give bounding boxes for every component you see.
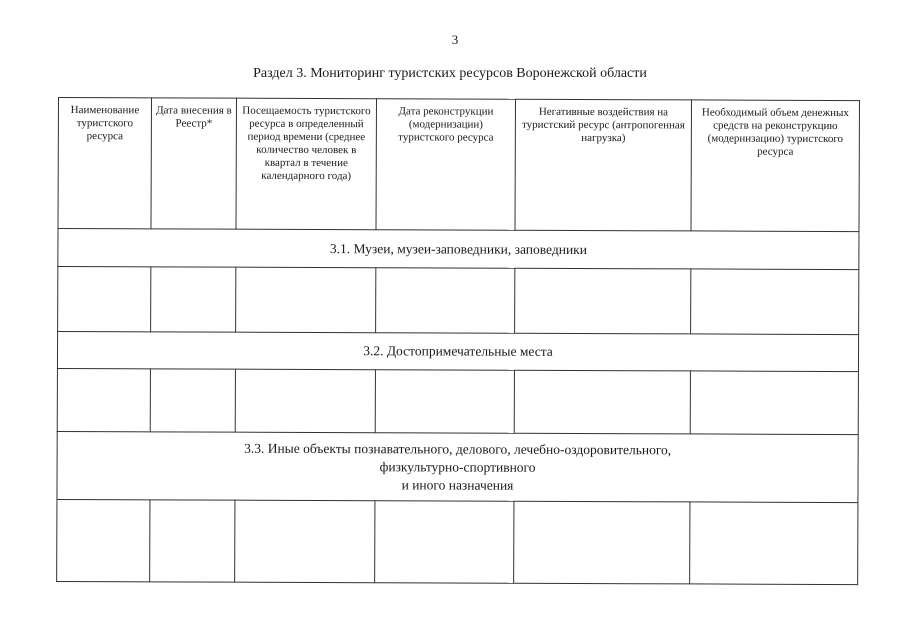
table-cell[interactable] [514,370,690,434]
header-required-funds: Необходимый объем денежных средств на реконструкцию (модернизацию) туристского ресурса [691,100,860,232]
table-cell[interactable] [235,369,375,433]
header-registry-date: Дата внесения в Реестр* [151,98,237,229]
table-cell[interactable] [514,501,690,584]
section-heading-museums [58,229,859,270]
section-row-other-objects [57,431,858,502]
section-title: Раздел 3. Мониторинг туристских ресурсов Воронежской области [253,66,647,81]
monitoring-table [56,97,860,585]
header-negative-impact: Негативные воздействия на туристский ресурс (антропогенная нагрузка) [515,99,692,231]
monitoring-table-wrapper [56,97,859,584]
page-number: 3 [451,32,459,47]
table-row [57,368,858,434]
table-cell[interactable] [515,268,691,334]
section-heading-line: и иного назначения [401,476,514,493]
section-row-museums [58,229,859,270]
section-heading-landmarks [57,332,858,372]
table-cell[interactable] [150,369,235,432]
table-cell[interactable] [57,368,150,431]
section-row-landmarks [57,332,858,372]
table-cell[interactable] [375,370,514,434]
table-row [58,267,859,335]
table-cell[interactable] [690,502,858,585]
header-attendance: Посещаемость туристского ресурса в определенный период времени (среднее количество человек в квартал в течение календарного года) [236,98,377,230]
header-reconstruction-date: Дата реконструкции (модернизации) туристского ресурса [376,99,516,231]
table-cell[interactable] [690,371,858,435]
section-heading-other-objects [57,431,858,502]
header-resource-name: Наименование туристского ресурса [58,98,152,229]
table-row [57,499,858,584]
table-cell[interactable] [151,267,236,332]
table-cell[interactable] [376,268,515,334]
table-cell[interactable] [236,267,376,333]
table-cell[interactable] [235,500,375,583]
section-heading-text: 3.2. Достопримечательные места [363,343,553,359]
table-cell[interactable] [375,501,514,584]
section-heading-line: 3.3. Иные объекты познавательного, делового, лечебно-оздоровительного, [244,440,672,457]
table-cell[interactable] [58,267,151,332]
table-header-row [58,98,859,232]
section-heading-text: 3.1. Музеи, музеи-заповедники, заповедники [329,240,587,257]
table-cell[interactable] [150,500,235,582]
table-cell[interactable] [691,269,859,335]
table-cell[interactable] [57,499,150,581]
section-heading-line: физкультурно-спортивного [379,458,536,475]
